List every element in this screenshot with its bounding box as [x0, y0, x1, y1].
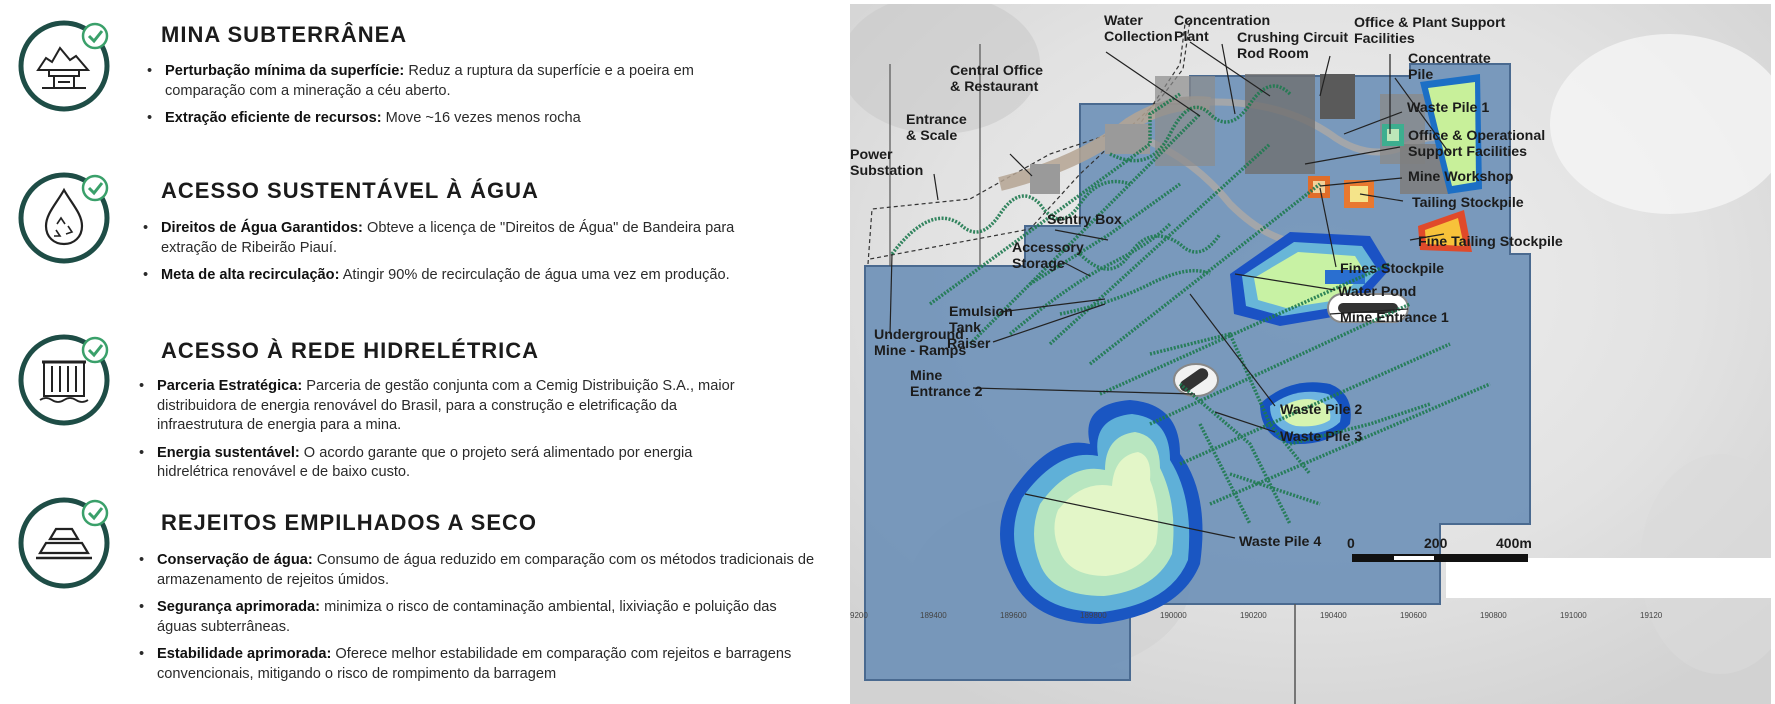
svg-text:EmulsionTank: Emulsion Tank — [949, 304, 1013, 336]
svg-text:400m: 400m — [1496, 535, 1532, 551]
list-item: • Estabilidade aprimorada: Oferece melhor estabilidade em comparação com rejeitos e barragens convencionais, mitigando o risco de rompimento da barragem — [137, 645, 817, 684]
svg-text:Waste Pile 2: Waste Pile 2 — [1280, 402, 1363, 418]
feature-panel — [0, 0, 850, 704]
svg-text:0: 0 — [1347, 535, 1355, 551]
svg-text:Water Pond: Water Pond — [1338, 284, 1417, 300]
section-dry-stack — [0, 0, 850, 704]
svg-text:Fines Stockpile: Fines Stockpile — [1340, 261, 1445, 277]
svg-text:Raiser: Raiser — [947, 336, 991, 352]
svg-text:Central Office& Restaurant: Central Office & Restaurant — [950, 63, 1044, 95]
svg-text:Waste Pile 1: Waste Pile 1 — [1407, 100, 1490, 116]
list-item: • Segurança aprimorada: minimiza o risco de contaminação ambiental, lixiviação e poluição das águas subterrâneas. — [137, 598, 817, 637]
svg-text:190800: 190800 — [1480, 611, 1507, 620]
svg-text:Sentry Box: Sentry Box — [1047, 212, 1122, 228]
section-title: ACESSO SUSTENTÁVEL À ÁGUA — [161, 178, 539, 203]
svg-text:9200: 9200 — [850, 611, 868, 620]
svg-text:UndergroundMine - Ramps: Underground Mine - Ramps — [874, 327, 967, 359]
svg-text:19120: 19120 — [1640, 611, 1663, 620]
list-item: • Energia sustentável: O acordo garante que o projeto será alimentado por energia hidrelétrica renovável e de baixo custo. — [137, 444, 767, 483]
svg-text:190600: 190600 — [1400, 611, 1427, 620]
list-item: • Conservação de água: Consumo de água reduzido em comparação com os métodos tradicionais de armazenamento de rejeitos úmidos. — [137, 551, 817, 590]
dry-stack-tailings-icon — [16, 495, 112, 591]
svg-text:Mine Workshop: Mine Workshop — [1408, 169, 1514, 185]
svg-text:ConcentratePile: Concentrate Pile — [1408, 51, 1491, 83]
list-item: • Parceria Estratégica: Parceria de gestão conjunta com a Cemig Distribuição S.A., maior distribuidora de energia renovável do Brasil, para a construção e eletrificação da infraestrutura de energia para a mina. — [137, 377, 767, 436]
svg-text:190000: 190000 — [1160, 611, 1187, 620]
svg-text:200: 200 — [1424, 535, 1448, 551]
section-title: MINA SUBTERRÂNEA — [161, 22, 408, 47]
svg-text:190200: 190200 — [1240, 611, 1267, 620]
svg-text:Entrance& Scale: Entrance & Scale — [906, 112, 967, 144]
svg-text:189800: 189800 — [1080, 611, 1107, 620]
svg-text:Waste Pile 4: Waste Pile 4 — [1239, 534, 1322, 550]
svg-text:AccessoryStorage: Accessory Storage — [1012, 240, 1084, 272]
svg-text:Office & Plant SupportFaciliti: Office & Plant Support Facilities — [1354, 15, 1506, 47]
svg-text:PowerSubstation: Power Substation — [850, 147, 924, 179]
site-map — [850, 4, 1771, 704]
list-item: • Meta de alta recirculação: Atingir 90% de recirculação de água uma vez em produção. — [141, 266, 741, 286]
svg-text:Tailing Stockpile: Tailing Stockpile — [1412, 195, 1524, 211]
list-item: • Perturbação mínima da superfície: Reduz a ruptura da superfície e a poeira em comparação com a mineração a céu aberto. — [145, 62, 745, 101]
svg-text:Mine Entrance 1: Mine Entrance 1 — [1340, 310, 1449, 326]
svg-text:Fine Tailing Stockpile: Fine Tailing Stockpile — [1418, 234, 1563, 250]
list-item: • Extração eficiente de recursos: Move ~16 vezes menos rocha — [145, 109, 745, 129]
svg-text:189600: 189600 — [1000, 611, 1027, 620]
list-item: • Direitos de Água Garantidos: Obteve a licença de "Direitos de Água" de Bandeira para extração de Ribeirão Piauí. — [141, 219, 741, 258]
section-title: REJEITOS EMPILHADOS A SECO — [161, 510, 538, 535]
section-title: ACESSO À REDE HIDRELÉTRICA — [161, 338, 540, 363]
svg-text:Office & OperationalSupport Fa: Office & Operational Support Facilities — [1408, 128, 1546, 160]
svg-text:191000: 191000 — [1560, 611, 1587, 620]
svg-text:190400: 190400 — [1320, 611, 1347, 620]
bullet-list — [137, 551, 817, 692]
svg-text:189400: 189400 — [920, 611, 947, 620]
svg-text:Crushing CircuitRod Room: Crushing Circuit Rod Room — [1237, 30, 1349, 62]
svg-text:WaterCollection: Water Collection — [1104, 13, 1173, 45]
svg-text:Waste Pile 3: Waste Pile 3 — [1280, 429, 1363, 445]
svg-text:MineEntrance 2: Mine Entrance 2 — [910, 368, 983, 400]
svg-text:ConcentrationPlant: Concentration Plant — [1174, 13, 1271, 45]
